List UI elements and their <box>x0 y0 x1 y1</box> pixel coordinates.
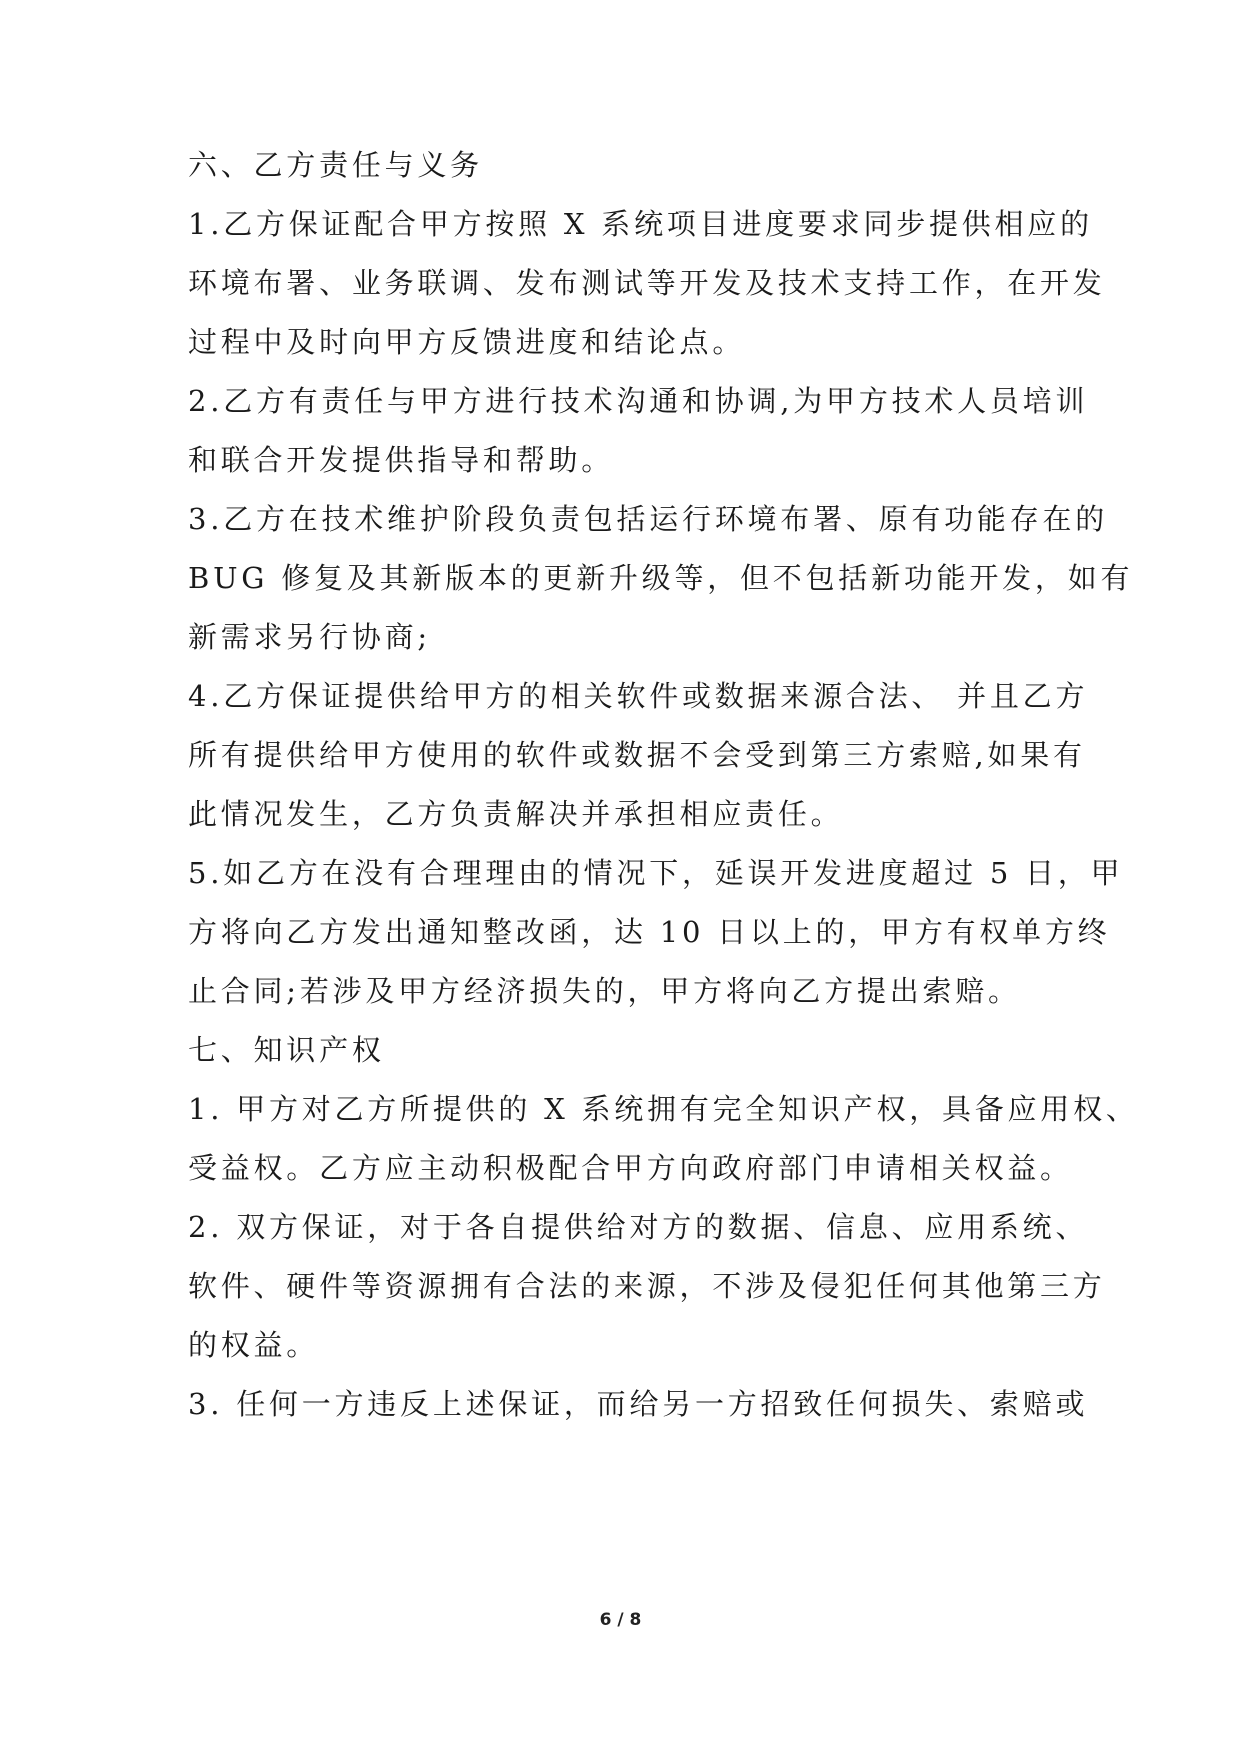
clause-7-1-line-2: 受益权。乙方应主动积极配合甲方向政府部门申请相关权益。 <box>188 1151 1073 1185</box>
clause-6-3-line-2: BUG 修复及其新版本的更新升级等，但不包括新功能开发，如有 <box>188 561 1134 595</box>
clause-6-3-line-1: 3.乙方在技术维护阶段负责包括运行环境布署、原有功能存在的 <box>188 502 1108 536</box>
section-heading-7: 七、知识产权 <box>188 1033 385 1067</box>
clause-6-2-line-1: 2.乙方有责任与甲方进行技术沟通和协调,为甲方技术人员培训 <box>188 384 1089 418</box>
clause-6-5-line-3: 止合同;若涉及甲方经济损失的，甲方将向乙方提出索赔。 <box>188 974 1021 1008</box>
clause-7-2-line-2: 软件、硬件等资源拥有合法的来源，不涉及侵犯任何其他第三方 <box>188 1269 1106 1303</box>
clause-6-5-line-1: 5.如乙方在没有合理理由的情况下，延误开发进度超过 5 日，甲 <box>188 856 1124 890</box>
clause-6-1-line-2: 环境布署、业务联调、发布测试等开发及技术支持工作，在开发 <box>188 266 1106 300</box>
page-number: 6 / 8 <box>599 1610 642 1630</box>
clause-6-4-line-3: 此情况发生，乙方负责解决并承担相应责任。 <box>188 797 844 831</box>
clause-6-3-line-3: 新需求另行协商; <box>188 620 431 654</box>
clause-6-2-line-2: 和联合开发提供指导和帮助。 <box>188 443 615 477</box>
clause-6-5-line-2: 方将向乙方发出通知整改函，达 10 日以上的，甲方有权单方终 <box>188 915 1111 949</box>
clause-7-1-line-1: 1. 甲方对乙方所提供的 X 系统拥有完全知识产权，具备应用权、 <box>188 1092 1139 1126</box>
clause-6-1-line-1: 1.乙方保证配合甲方按照 X 系统项目进度要求同步提供相应的 <box>188 207 1093 241</box>
clause-7-3-line-1: 3. 任何一方违反上述保证，而给另一方招致任何损失、索赔或 <box>188 1387 1089 1421</box>
clause-6-1-line-3: 过程中及时向甲方反馈进度和结论点。 <box>188 325 746 359</box>
clause-7-2-line-1: 2. 双方保证，对于各自提供给对方的数据、信息、应用系统、 <box>188 1210 1089 1244</box>
clause-7-2-line-3: 的权益。 <box>188 1328 320 1362</box>
clause-6-4-line-2: 所有提供给甲方使用的软件或数据不会受到第三方索赔,如果有 <box>188 738 1086 772</box>
section-heading-6: 六、乙方责任与义务 <box>188 148 483 182</box>
clause-6-4-line-1: 4.乙方保证提供给甲方的相关软件或数据来源合法、 并且乙方 <box>188 679 1089 713</box>
